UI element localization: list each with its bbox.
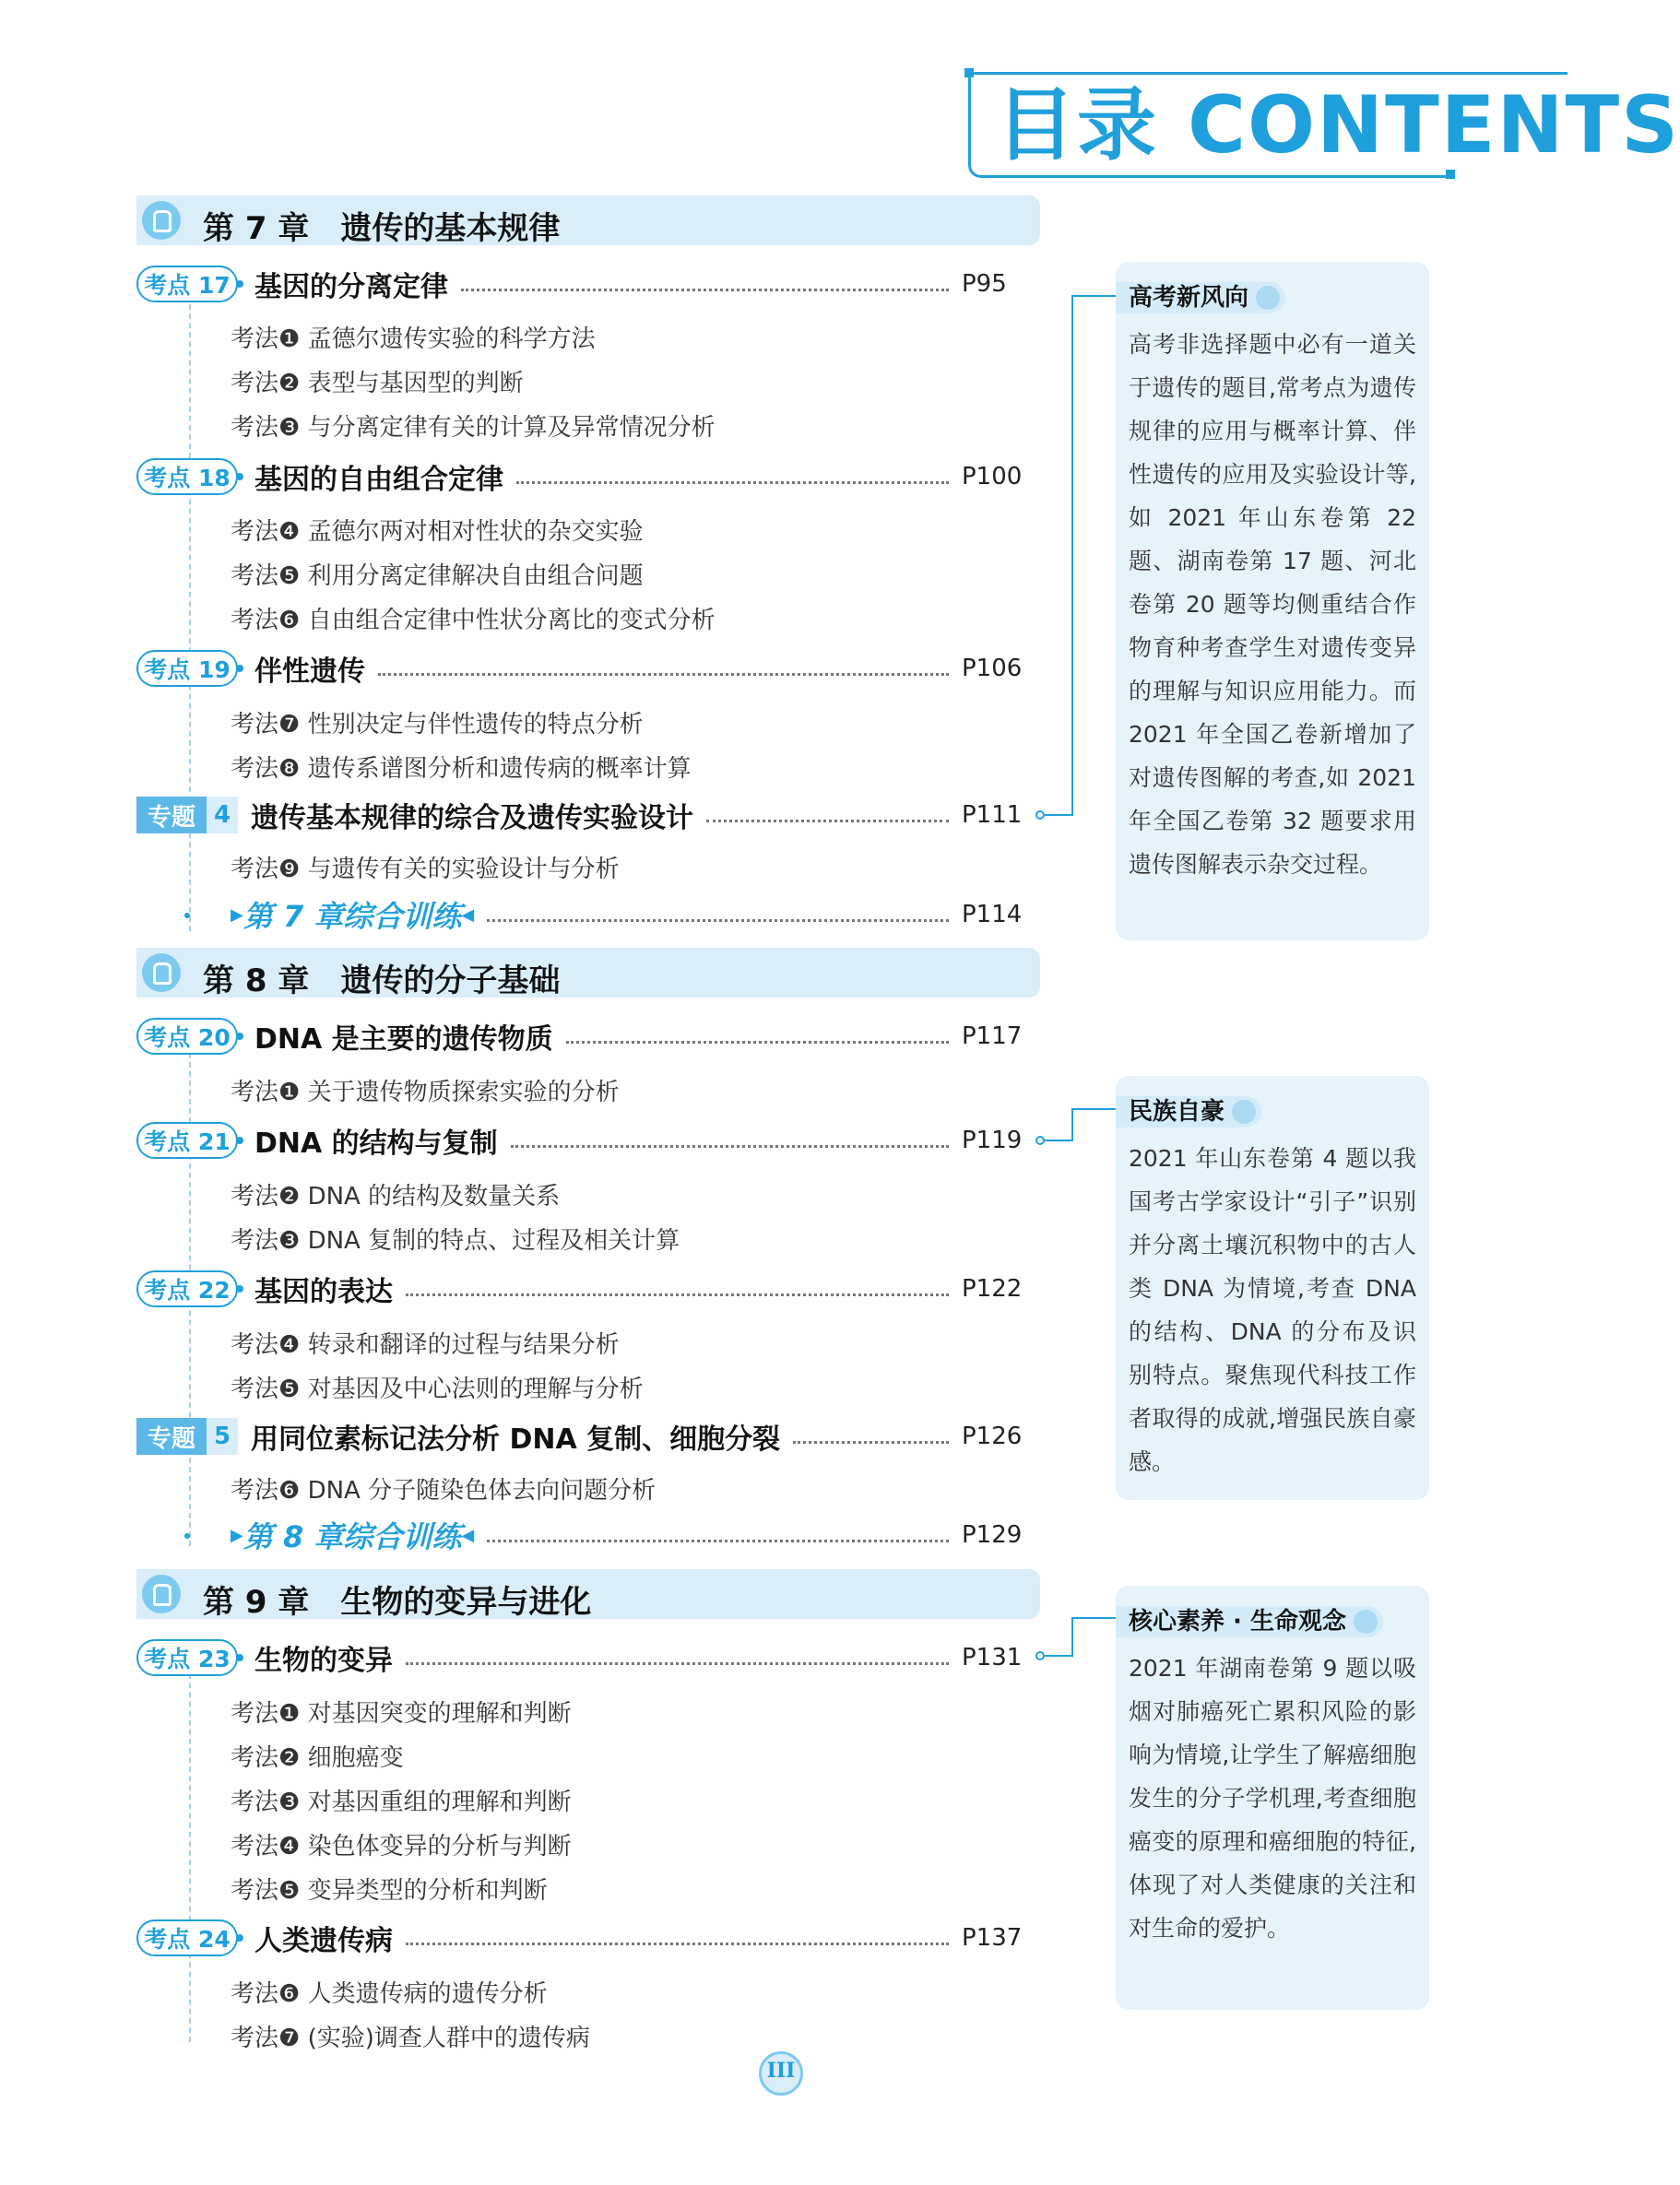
method-item: 考法❽ 遗传系谱图分析和遗传病的概率计算	[231, 755, 692, 783]
leader-dots	[511, 1145, 949, 1148]
badge-dot-icon	[236, 1137, 243, 1144]
method-item: 考法❶ 关于遗传物质探索实验的分析	[231, 1079, 620, 1106]
leader-dots	[566, 1041, 949, 1044]
connector-line	[1071, 1108, 1116, 1110]
method-item: 考法❹ 染色体变异的分析与判断	[231, 1833, 572, 1860]
triangle-left-icon: ◀	[461, 904, 475, 925]
topic-badge: 考点 19	[136, 650, 238, 687]
special-number: 5	[207, 1418, 238, 1455]
method-item: 考法❻ 自由组合定律中性状分离比的变式分析	[231, 607, 716, 634]
topic-title: DNA 的结构与复制	[254, 1128, 498, 1160]
topic-badge: 考点 18	[136, 458, 238, 495]
connector-line	[1045, 1140, 1072, 1141]
leader-dots	[406, 1662, 949, 1665]
method-item: 考法❼ (实验)调查人群中的遗传病	[231, 2025, 590, 2052]
connector-line	[1071, 295, 1073, 816]
special-topic-badge	[136, 797, 238, 833]
page-ref: P126	[962, 1423, 1023, 1450]
topic-title: 基因的分离定律	[254, 271, 448, 303]
connector-dot	[1035, 1136, 1045, 1145]
connector-dot	[1035, 810, 1045, 820]
connector-line	[1071, 1108, 1073, 1141]
toc-entry[interactable]	[136, 648, 1026, 689]
topic-badge: 考点 20	[136, 1018, 238, 1055]
timeline-bullet	[184, 913, 190, 918]
leader-dots	[487, 1540, 949, 1542]
special-topic-badge	[136, 1418, 238, 1455]
timeline-bullet	[184, 1533, 190, 1539]
page-number-badge	[751, 2051, 812, 2103]
chapter-title: 第 9 章 生物的变异与进化	[203, 1584, 592, 1621]
topic-title: 基因的表达	[254, 1276, 393, 1308]
chapter-9-timeline	[189, 1655, 191, 2042]
page-title: 目录 CONTENTS	[996, 79, 1680, 171]
page-ref: P114	[962, 901, 1023, 928]
connector-dot	[1035, 1651, 1045, 1660]
topic-badge: 考点 24	[136, 1919, 238, 1956]
connector-line	[1071, 295, 1116, 297]
method-item: 考法❹ 孟德尔两对相对性状的杂交实验	[231, 518, 644, 546]
sidebar-tag: 高考新风向	[1116, 282, 1285, 313]
page-number: III	[766, 2059, 796, 2083]
method-item: 考法❸ 与分离定律有关的计算及异常情况分析	[231, 414, 716, 442]
sidebar-tag: 核心素养 · 生命观念	[1116, 1606, 1383, 1637]
toc-entry[interactable]	[136, 1269, 1026, 1309]
badge-dot-icon	[236, 473, 243, 480]
connector-line	[1071, 1617, 1073, 1657]
special-label: 专题	[136, 1418, 207, 1455]
leader-dots	[793, 1441, 949, 1444]
method-item: 考法❺ 变异类型的分析和判断	[231, 1877, 548, 1905]
method-item: 考法❼ 性别决定与伴性遗传的特点分析	[231, 711, 644, 738]
triangle-left-icon: ◀	[461, 1525, 475, 1545]
leader-dots	[461, 289, 949, 291]
connector-line	[1045, 814, 1072, 816]
topic-title: 遗传基本规律的综合及遗传实验设计	[251, 802, 694, 834]
header-corner-mark	[964, 68, 974, 77]
topic-title: 人类遗传病	[254, 1925, 393, 1957]
triangle-right-icon: ▶	[231, 1525, 243, 1545]
toc-entry[interactable]	[136, 264, 1026, 304]
chapter-icon	[142, 953, 181, 992]
connector-line	[1071, 1617, 1116, 1619]
leader-dots	[706, 820, 949, 822]
page-ref: P129	[962, 1521, 1023, 1549]
page-ref: P131	[962, 1644, 1023, 1671]
sidebar-text: 2021 年湖南卷第 9 题以吸烟对肺癌死亡累积风险的影响为情境,让学生了解癌细胞发生的分子学机理,考查细胞癌变的原理和癌细胞的特征,体现了对人类健康的关注和对生命的爱护。	[1129, 1655, 1416, 1942]
review-title: 第 7 章综合训练	[243, 899, 462, 934]
chapter-title: 第 8 章 遗传的分子基础	[203, 963, 561, 999]
sidebar-text: 2021 年山东卷第 4 题以我国考古学家设计“引子”识别并分离土壤沉积物中的古人类 DNA 为情境,考查 DNA 的结构、DNA 的分布及识别特点。聚焦现代科技工作者取得的成就,增强民族自豪感。	[1129, 1145, 1416, 1475]
method-item: 考法❸ DNA 复制的特点、过程及相关计算	[231, 1227, 680, 1255]
page-ref: P95	[962, 270, 1007, 298]
badge-dot-icon	[236, 1934, 243, 1942]
method-item: 考法❷ 细胞癌变	[231, 1744, 404, 1772]
toc-entry[interactable]	[136, 456, 1026, 497]
leader-dots	[406, 1943, 949, 1945]
badge-dot-icon	[236, 1285, 243, 1293]
topic-badge: 考点 17	[136, 266, 238, 302]
topic-badge: 考点 21	[136, 1122, 238, 1159]
leader-dots	[487, 919, 949, 922]
method-item: 考法❾ 与遗传有关的实验设计与分析	[231, 856, 620, 883]
leader-dots	[378, 673, 949, 676]
chapter-header	[136, 195, 1040, 245]
method-item: 考法❷ DNA 的结构及数量关系	[231, 1183, 561, 1211]
toc-entry[interactable]	[136, 1637, 1026, 1678]
topic-title: 基因的自由组合定律	[254, 464, 503, 496]
toc-entry-special[interactable]	[136, 795, 1026, 835]
toc-entry[interactable]	[136, 1120, 1026, 1161]
page-ref: P117	[962, 1022, 1023, 1050]
method-item: 考法❻ DNA 分子随染色体去向问题分析	[231, 1477, 657, 1505]
page-ref: P111	[962, 801, 1023, 829]
review-title: 第 8 章综合训练	[243, 1519, 462, 1554]
sidebar-note	[1116, 1076, 1429, 1500]
method-item: 考法❺ 对基因及中心法则的理解与分析	[231, 1376, 644, 1403]
page-ref: P106	[962, 655, 1023, 682]
page-ref: P137	[962, 1924, 1023, 1952]
chapter-icon	[142, 1575, 181, 1613]
connector-line	[1045, 1655, 1072, 1657]
topic-badge: 考点 23	[136, 1639, 238, 1676]
leader-dots	[406, 1293, 949, 1296]
badge-dot-icon	[236, 1033, 243, 1040]
toc-entry-special[interactable]	[136, 1416, 1026, 1457]
topic-badge: 考点 22	[136, 1270, 238, 1307]
method-item: 考法❷ 表型与基因型的判断	[231, 370, 524, 397]
leader-dots	[516, 481, 949, 484]
method-item: 考法❸ 对基因重组的理解和判断	[231, 1789, 572, 1816]
method-item: 考法❺ 利用分离定律解决自由组合问题	[231, 562, 644, 590]
method-item: 考法❻ 人类遗传病的遗传分析	[231, 1980, 548, 2008]
chapter-header	[136, 1569, 1040, 1619]
method-item: 考法❶ 孟德尔遗传实验的科学方法	[231, 325, 596, 353]
triangle-right-icon: ▶	[231, 904, 243, 925]
method-item: 考法❹ 转录和翻译的过程与结果分析	[231, 1331, 620, 1359]
page-ref: P122	[962, 1275, 1023, 1303]
chapter-title: 第 7 章 遗传的基本规律	[203, 210, 561, 247]
toc-entry[interactable]	[136, 1016, 1026, 1057]
topic-title: DNA 是主要的遗传物质	[254, 1023, 553, 1056]
header-rule	[968, 72, 1568, 75]
chapter-header	[136, 948, 1040, 998]
special-label: 专题	[136, 797, 207, 833]
topic-title: 用同位素标记法分析 DNA 复制、细胞分裂	[251, 1423, 781, 1456]
sidebar-text: 高考非选择题中必有一道关于遗传的题目,常考点为遗传规律的应用与概率计算、伴性遗传的应用及实验设计等,如 2021 年山东卷第 22 题、湖南卷第 17 题、河北卷第 20 题等均侧重结合作物育种考查学生对遗传变异的理解与知识应用能力。而 2021 年全国乙卷新增加了对遗传图解的考查,如 2021 年全国乙卷第 32 题要求用遗传图解表示杂交过程。	[1129, 331, 1416, 878]
sidebar-note	[1116, 262, 1429, 940]
toc-entry[interactable]	[136, 1918, 1026, 1958]
chapter-review-entry[interactable]	[231, 1515, 1026, 1555]
sidebar-tag: 民族自豪	[1116, 1096, 1261, 1128]
badge-dot-icon	[236, 280, 243, 288]
page-ref: P119	[962, 1127, 1023, 1154]
chapter-icon	[142, 201, 181, 240]
page-ref: P100	[962, 463, 1023, 490]
badge-dot-icon	[236, 1654, 243, 1661]
method-item: 考法❶ 对基因突变的理解和判断	[231, 1700, 572, 1728]
special-number: 4	[207, 797, 238, 833]
topic-title: 生物的变异	[254, 1645, 393, 1677]
chapter-review-entry[interactable]	[231, 894, 1026, 935]
badge-dot-icon	[236, 665, 243, 672]
sidebar-note	[1116, 1586, 1429, 2010]
topic-title: 伴性遗传	[254, 656, 365, 688]
